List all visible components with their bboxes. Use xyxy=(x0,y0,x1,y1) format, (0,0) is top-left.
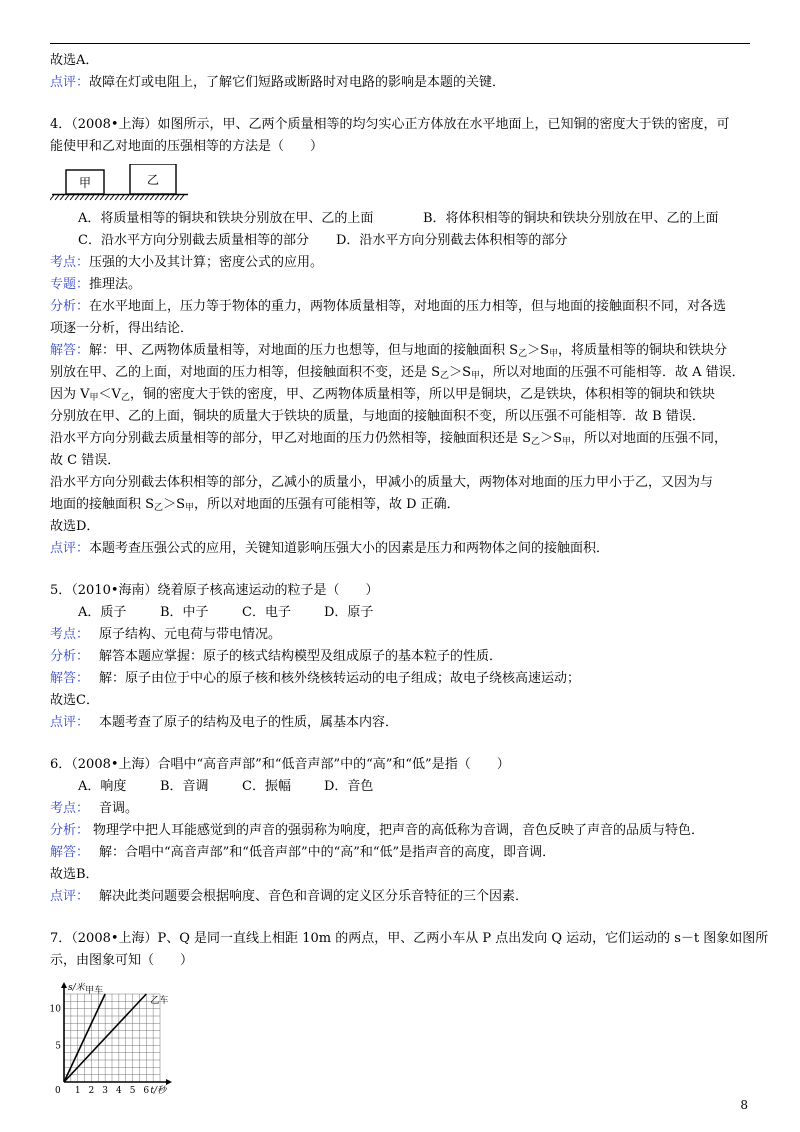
topic-tag: 专题： xyxy=(50,277,90,292)
x-tick-labels xyxy=(75,1086,150,1096)
series-labels xyxy=(85,984,168,1006)
hatch-mark xyxy=(90,195,94,200)
review-tag: 点评： xyxy=(50,889,90,904)
cubes-on-ground-diagram xyxy=(50,164,190,204)
review-text: 故障在灯或电阻上，了解它们短路或断路时对电路的影响是本题的关键． xyxy=(89,75,506,90)
review-text: 本题考查了原子的结构及电子的性质，属基本内容． xyxy=(99,715,399,730)
hatch-mark xyxy=(180,195,184,200)
subscript-jia: 甲 xyxy=(184,503,194,513)
origin-label: 0 xyxy=(55,1086,61,1096)
answer-text: 解：原子由位于中心的原子核和核外绕核转运动的电子组成；故电子绕核高速运动； xyxy=(99,671,581,686)
hatch-mark xyxy=(110,195,114,200)
subscript-yi: 乙 xyxy=(440,371,450,381)
answer-text: 沿水平方向分别截去质量相等的部分，甲乙对地面的压力仍然相等，接触面积还是 S xyxy=(50,431,532,446)
q4-analysis-line2: 项逐一分析，得出结论． xyxy=(50,321,194,336)
q6-option-a: A．响度 xyxy=(78,779,127,794)
header-rule xyxy=(50,43,750,44)
answer-text: 地面的接触面积 S xyxy=(50,497,155,512)
hatch-mark xyxy=(175,195,179,200)
q7-stem-line1: 7．（2008•上海）P、Q 是同一直线上相距 10m 的两点，甲、乙两小车从 P 点出发向 Q 运动，它们运动的 s－t 图象如图所 xyxy=(50,931,769,946)
q4-answer-line1 xyxy=(50,340,750,362)
analysis-tag: 分析： xyxy=(50,823,90,838)
subscript-yi: 乙 xyxy=(531,437,541,447)
q4-stem-line2: 能使甲和乙对地面的压强相等的方法是（ ） xyxy=(50,139,324,154)
hatch-mark xyxy=(95,195,99,200)
analysis-text: 物理学中把人耳能感觉到的声音的强弱称为响度，把声音的高低称为音调，音色反映了声音的品质与特色． xyxy=(93,823,705,838)
answer-tag: 解答： xyxy=(50,671,90,686)
x-tick-label: 3 xyxy=(102,1086,109,1096)
subscript-yi: 乙 xyxy=(154,503,164,513)
q5-option-d: D．原子 xyxy=(324,605,374,620)
hatch-mark xyxy=(165,195,169,200)
answer-text: 因为 V xyxy=(50,387,90,402)
q6-option-d: D．音色 xyxy=(324,779,374,794)
point-text: 压强的大小及其计算；密度公式的应用。 xyxy=(89,255,324,270)
q5-analysis xyxy=(50,646,750,668)
q5-stem: 5．（2010•海南）绕着原子核高速运动的粒子是（ ） xyxy=(50,583,379,598)
q5-option-c: C．电子 xyxy=(242,605,291,620)
analysis-tag: 分析： xyxy=(50,299,90,314)
topic-text: 推理法。 xyxy=(89,277,142,292)
q5-answer xyxy=(50,668,750,690)
hatch-mark xyxy=(170,195,174,200)
hatch-mark xyxy=(75,195,79,200)
hatch-mark xyxy=(140,195,144,200)
q4-answer-line3 xyxy=(50,384,750,406)
q4-review xyxy=(50,538,750,560)
y-axis-arrow xyxy=(61,982,67,988)
hatch-mark xyxy=(100,195,104,200)
hatch-mark xyxy=(60,195,64,200)
answer-text: ＞S xyxy=(163,497,185,512)
hatch-mark xyxy=(125,195,129,200)
q5-option-a: A．质子 xyxy=(78,605,127,620)
s-t-chart xyxy=(50,978,180,1098)
q3-conclusion: 故选A． xyxy=(50,53,99,68)
point-tag: 考点： xyxy=(50,255,90,270)
q5-review xyxy=(50,712,750,734)
hatch-mark xyxy=(135,195,139,200)
answer-text: ＞S xyxy=(449,365,471,380)
answer-text: ，所以对地面的压强有可能相等，故 D 正确． xyxy=(193,497,460,512)
subscript-jia: 甲 xyxy=(89,393,99,403)
analysis-tag: 分析： xyxy=(50,649,90,664)
hatch-mark xyxy=(105,195,109,200)
answer-tag: 解答： xyxy=(50,845,90,860)
q7-figure xyxy=(50,978,750,1102)
answer-text: ，所以对地面的压强不同， xyxy=(570,431,727,446)
series-label-jia: 甲车 xyxy=(85,986,104,996)
q4-options-row1 xyxy=(50,208,750,230)
q4-option-d: D．沿水平方向分别截去体积相等的部分 xyxy=(336,233,568,248)
q4-conclusion: 故选D． xyxy=(50,519,100,534)
x-axis-arrow xyxy=(166,1079,172,1085)
y-tick-labels xyxy=(50,1005,61,1052)
hatch-mark xyxy=(65,195,69,200)
q6-answer xyxy=(50,842,750,864)
x-tick-label: 6 xyxy=(143,1086,150,1096)
review-tag: 点评： xyxy=(50,715,90,730)
q3-review xyxy=(50,72,750,94)
q4-options-row2 xyxy=(50,230,750,252)
ground-hatching xyxy=(50,195,184,200)
hatch-mark xyxy=(70,195,74,200)
hatch-mark xyxy=(115,195,119,200)
answer-tag: 解答： xyxy=(50,343,90,358)
hatch-mark xyxy=(155,195,159,200)
subscript-jia: 甲 xyxy=(470,371,480,381)
page-content xyxy=(50,50,769,1102)
hatch-mark xyxy=(145,195,149,200)
q4-figure xyxy=(50,164,750,208)
subscript-jia: 甲 xyxy=(561,437,571,447)
hatch-mark xyxy=(50,195,54,200)
q6-analysis xyxy=(50,820,750,842)
hatch-mark xyxy=(150,195,154,200)
review-text: 解决此类问题要会根据响度、音色和音调的定义区分乐音特征的三个因素． xyxy=(99,889,529,904)
q6-options xyxy=(50,776,750,798)
point-text: 音调。 xyxy=(99,801,139,816)
answer-text: ，将质量相等的铜块和铁块分 xyxy=(558,343,728,358)
q7-stem-line2: 示，由图象可知（ ） xyxy=(50,953,194,968)
q4-stem-line1: 4．（2008•上海）如图所示，甲、乙两个质量相等的均匀实心正方体放在水平地面上，已知铜的密度大于铁的密度，可 xyxy=(50,117,730,132)
q5-option-b: B．中子 xyxy=(160,605,209,620)
hatch-mark xyxy=(160,195,164,200)
q4-topic xyxy=(50,274,750,296)
answer-text: 别放在甲、乙的上面，对地面的压力相等，但接触面积不变，还是 S xyxy=(50,365,441,380)
x-tick-label: 4 xyxy=(115,1086,122,1096)
hatch-mark xyxy=(55,195,59,200)
q4-option-a: A．将质量相等的铜块和铁块分别放在甲、乙的上面 xyxy=(78,211,374,226)
answer-text: ＜V xyxy=(98,387,121,402)
q4-answer-line7: 沿水平方向分别截去体积相等的部分，乙减小的质量小，甲减小的质量大，两物体对地面的压力甲小于乙，又因为与 xyxy=(50,475,714,490)
review-tag: 点评： xyxy=(50,541,90,556)
subscript-jia: 甲 xyxy=(548,349,558,359)
point-tag: 考点： xyxy=(50,801,90,816)
analysis-text: 解答本题应掌握：原子的核式结构模型及组成原子的基本粒子的性质． xyxy=(99,649,503,664)
q6-review xyxy=(50,886,750,908)
answer-text: ，铜的密度大于铁的密度，甲、乙两物体质量相等，所以甲是铜块，乙是铁块，体积相等的铜块和铁块 xyxy=(129,387,715,402)
answer-text: ，所以对地面的压强不可能相等．故 A 错误． xyxy=(479,365,745,380)
q6-conclusion: 故选B． xyxy=(50,867,99,882)
answer-text: ＞S xyxy=(527,343,549,358)
q4-point xyxy=(50,252,750,274)
review-text: 本题考查压强公式的应用，关键知道影响压强大小的因素是压力和两物体之间的接触面积． xyxy=(89,541,610,556)
x-tick-label: 1 xyxy=(74,1086,81,1096)
q4-answer-line2 xyxy=(50,362,750,384)
x-tick-label: 2 xyxy=(88,1086,95,1096)
page-number: 8 xyxy=(740,1098,748,1112)
analysis-text: 在水平地面上，压力等于物体的重力，两物体质量相等，对地面的压力相等，但与地面的接触面积不同，对各选 xyxy=(89,299,727,314)
review-tag: 点评： xyxy=(50,75,90,90)
hatch-mark xyxy=(85,195,89,200)
q5-point xyxy=(50,624,750,646)
y-tick-label: 10 xyxy=(50,1004,61,1015)
q6-option-c: C．振幅 xyxy=(242,779,291,794)
x-axis-label: t/秒 xyxy=(150,1086,167,1096)
q6-stem: 6．（2008•上海）合唱中“高音声部”和“低音声部”中的“高”和“低”是指（ ） xyxy=(50,757,510,772)
q4-answer-line4: 分别放在甲、乙的上面，铜块的质量大于铁块的质量，与地面的接触面积不变，所以压强不可能相等．故 B 错误． xyxy=(50,409,705,424)
q4-answer-line6: 故 C 错误． xyxy=(50,453,121,468)
cube-jia-label: 甲 xyxy=(78,176,92,190)
q4-option-b: B．将体积相等的铜块和铁块分别放在甲、乙的上面 xyxy=(423,211,719,226)
series-label-yi: 乙车 xyxy=(150,995,169,1006)
point-text: 原子结构、元电荷与带电情况。 xyxy=(99,627,282,642)
q6-point xyxy=(50,798,750,820)
q4-analysis-line1 xyxy=(50,296,750,318)
answer-text: 解：甲、乙两物体质量相等，对地面的压力也想等，但与地面的接触面积 S xyxy=(89,343,519,358)
chart-grid xyxy=(64,994,160,1082)
subscript-yi: 乙 xyxy=(120,393,130,403)
y-tick-label: 5 xyxy=(55,1041,61,1052)
q5-conclusion: 故选C． xyxy=(50,693,99,708)
cube-yi-label: 乙 xyxy=(146,173,160,187)
q4-answer-line5 xyxy=(50,428,750,450)
q4-option-c: C．沿水平方向分别截去质量相等的部分 xyxy=(78,233,309,248)
q4-answer-line8 xyxy=(50,494,750,516)
hatch-mark xyxy=(80,195,84,200)
hatch-mark xyxy=(130,195,134,200)
x-tick-label: 5 xyxy=(129,1086,136,1096)
hatch-mark xyxy=(120,195,124,200)
point-tag: 考点： xyxy=(50,627,90,642)
answer-text: 解：合唱中“高音声部”和“低音声部”中的“高”和“低”是指声音的高度，即音调． xyxy=(99,845,556,860)
q6-option-b: B．音调 xyxy=(160,779,209,794)
answer-text: ＞S xyxy=(540,431,562,446)
y-axis-label: s/米 xyxy=(68,983,85,993)
subscript-yi: 乙 xyxy=(518,349,528,359)
q5-options xyxy=(50,602,750,624)
